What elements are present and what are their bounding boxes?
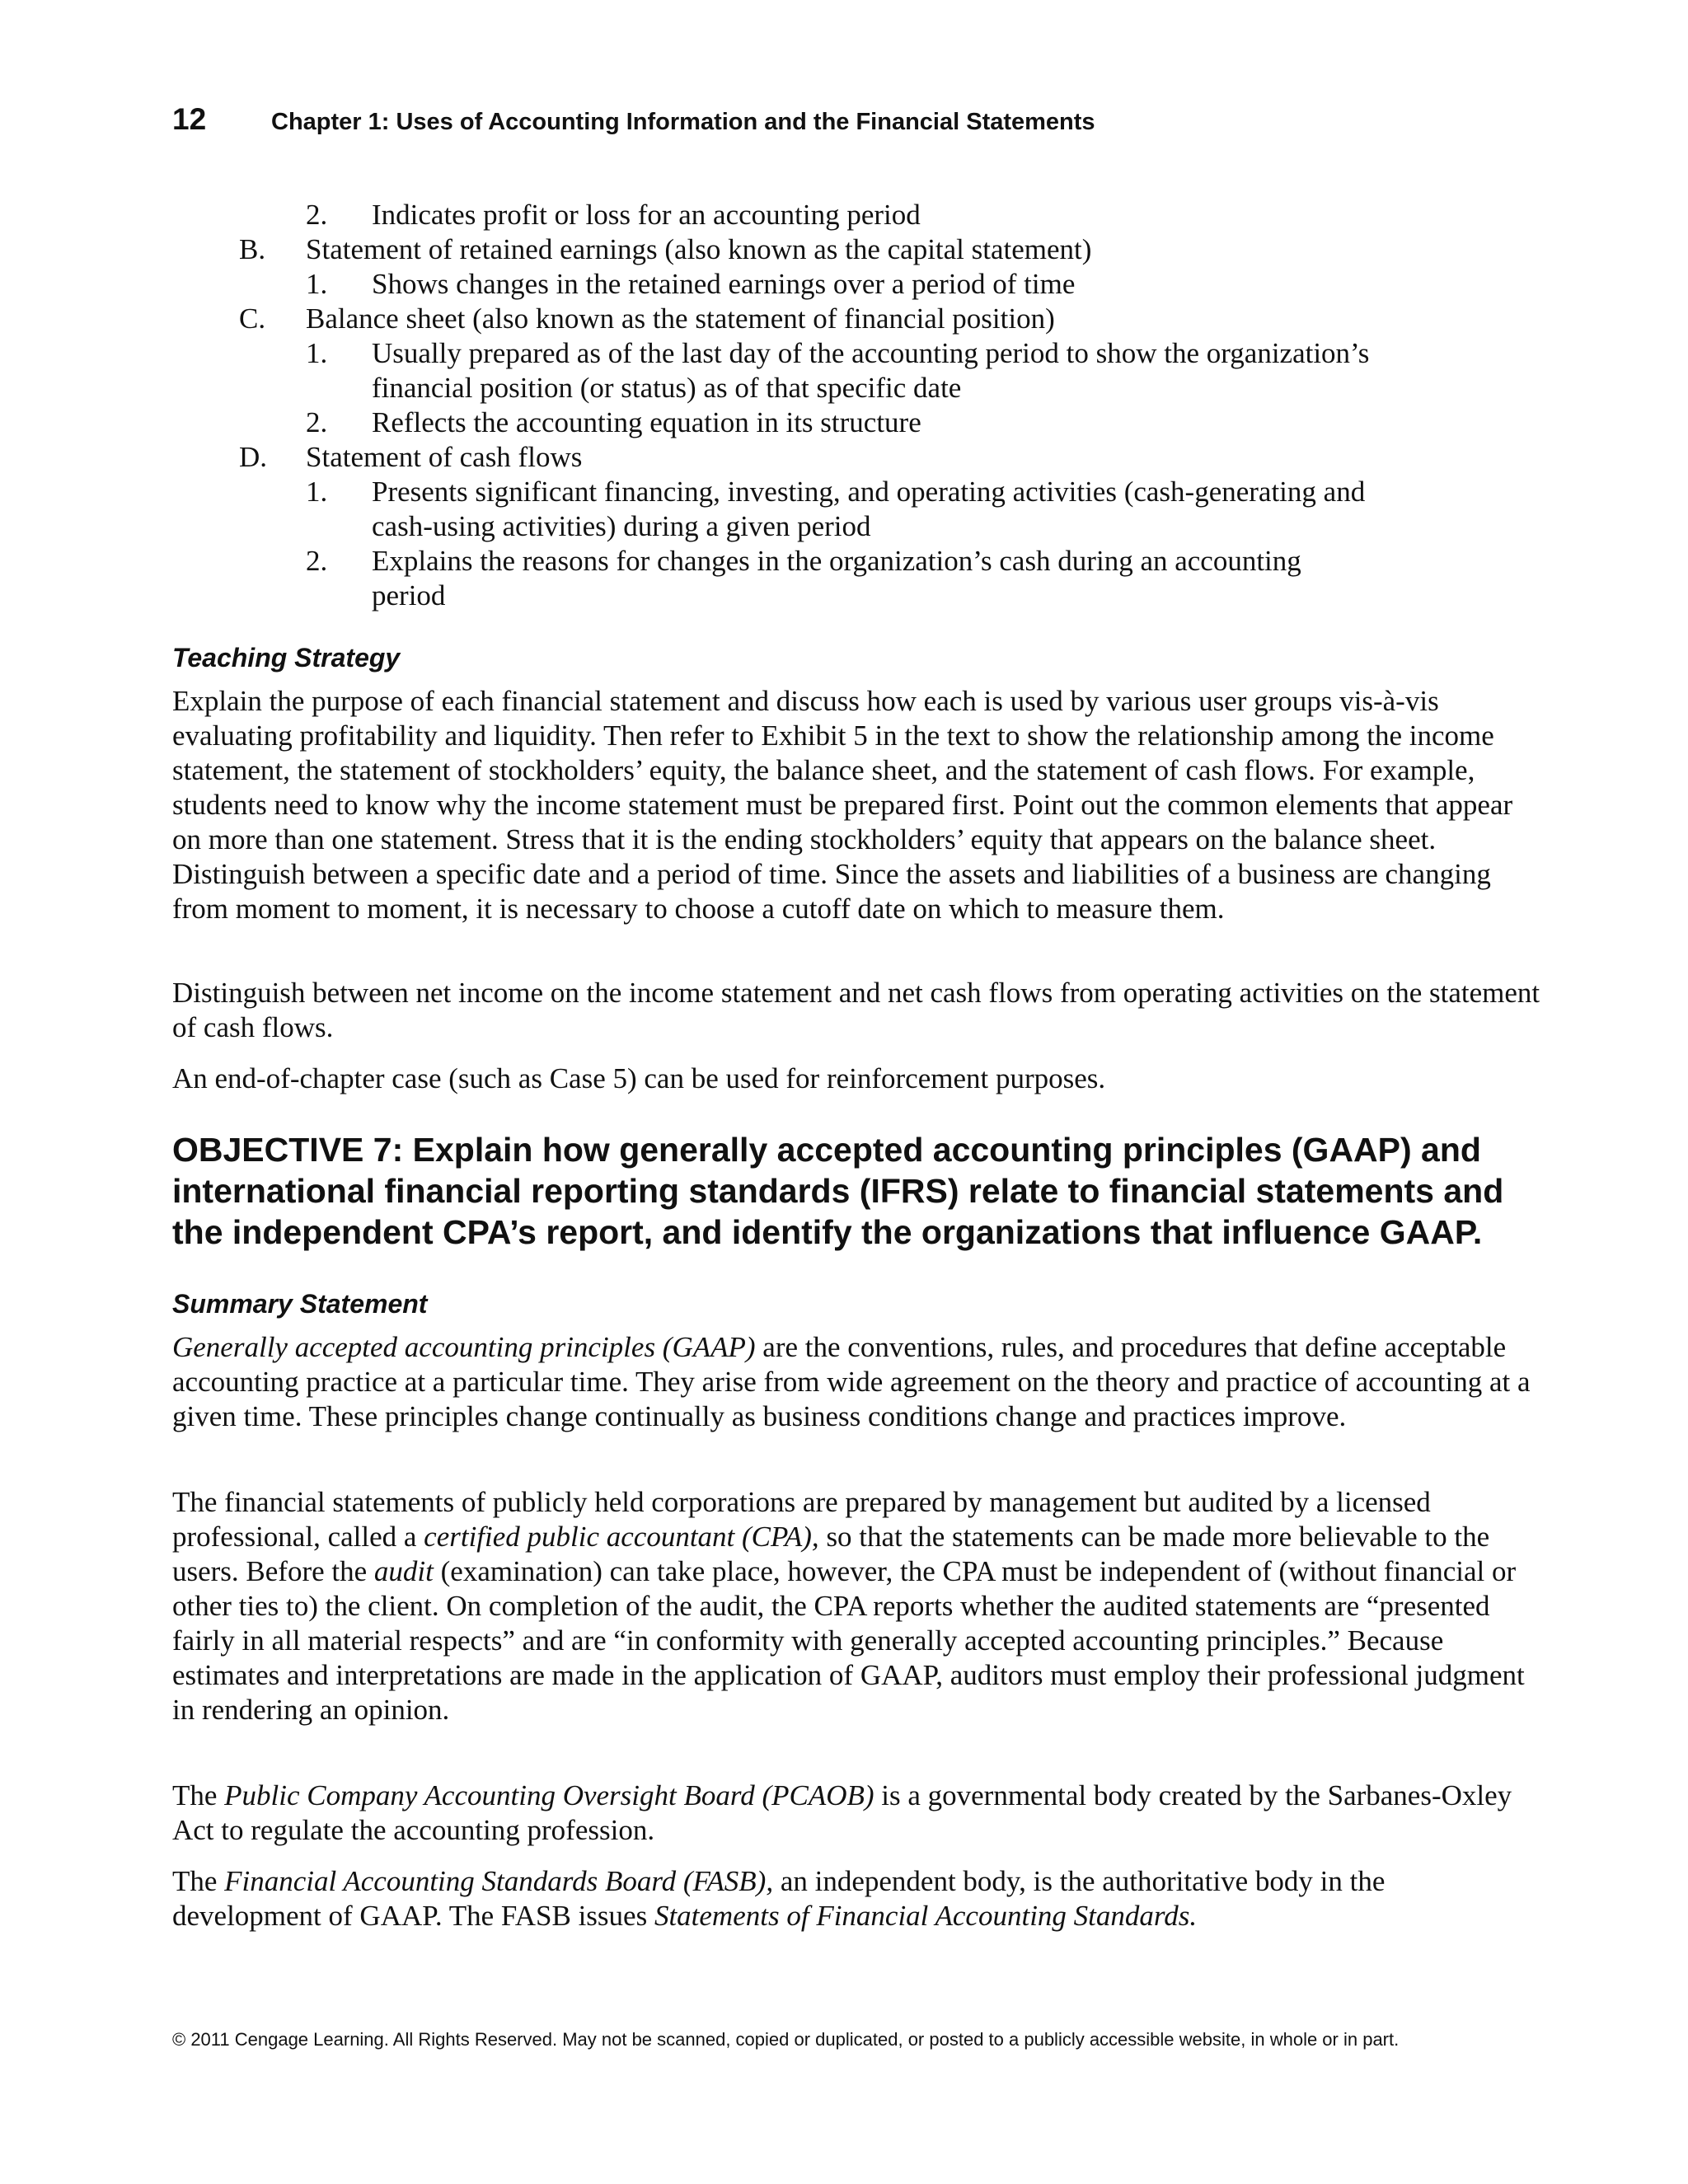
teaching-strategy-heading: Teaching Strategy [172, 643, 401, 673]
summary-paragraph-2: The financial statements of publicly held corporations are prepared by management but audited by a licensed professional, called a certified public accountant (CPA), so that the statements can be made more believable to the users. Before the audit (examination) can take place, however, the CPA must be independent of (without financial or other ties to) the client. On completion of the audit, the CPA reports whether the audited statements are “presented fairly in all material respects” and are “in conformity with generally accepted accounting principles.” Because estimates and interpretations are made in the application of GAAP, auditors must employ their professional judgment in rendering an opinion. [172, 1486, 1525, 1726]
summary-paragraph-4: The Financial Accounting Standards Board (FASB), an independent body, is the authoritative body in the development of GAAP. The FASB issues Statements of Financial Accounting Standards. [172, 1865, 1386, 1932]
page-number: 12 [172, 102, 207, 136]
cpa-term: certified public accountant (CPA), [424, 1521, 819, 1553]
summary-paragraph-1: Generally accepted accounting principles (GAAP) are the conventions, rules, and procedures that define acceptable accounting practice at a particular time. They arise from wide agreement on the theory and practice of accounting at a given time. These principles change continually as business conditions change and practices improve. [172, 1331, 1531, 1432]
fasb-term: Financial Accounting Standards Board (FASB), [224, 1865, 774, 1897]
audit-term: audit [373, 1555, 434, 1587]
objective-heading: OBJECTIVE 7: Explain how generally accepted accounting principles (GAAP) and international financial reporting standards (IFRS) relate to financial statements and the independent CPA’s report, and identify the organizations that influence GAAP. [172, 1131, 1504, 1251]
teaching-strategy-paragraph-1: Explain the purpose of each financial statement and discuss how each is used by various user groups vis-à-vis evaluating profitability and liquidity. Then refer to Exhibit 5 in the text to show the relationship among the income statement, the statement of stockholders’ equity, the balance sheet, and the statement of cash flows. For example, students need to know why the income statement must be prepared first. Point out the common elements that appear on more than one statement. Stress that it is the ending stockholders’ equity that appears on the balance sheet. Distinguish between a specific date and a period of time. Since the assets and liabilities of a business are changing from moment to moment, it is necessary to choose a cutoff date on which to measure them. [172, 685, 1513, 925]
pcaob-term: Public Company Accounting Oversight Board (PCAOB) [224, 1779, 874, 1811]
gaap-term: Generally accepted accounting principles (GAAP) [172, 1331, 756, 1363]
copyright-footer: © 2011 Cengage Learning. All Rights Reserved. May not be scanned, copied or duplicated, or posted to a publicly accessible website, in whole or in part. [172, 2029, 1400, 2050]
fasb-statements-term: Statements of Financial Accounting Standards. [654, 1900, 1198, 1932]
running-title: Chapter 1: Uses of Accounting Information and the Financial Statements [271, 109, 1095, 135]
teaching-strategy-paragraph-3: An end-of-chapter case (such as Case 5) can be used for reinforcement purposes. [172, 1062, 1106, 1094]
teaching-strategy-paragraph-2: Distinguish between net income on the income statement and net cash flows from operating activities on the statement of cash flows. [172, 977, 1540, 1043]
summary-statement-heading: Summary Statement [172, 1289, 428, 1319]
summary-paragraph-3: The Public Company Accounting Oversight Board (PCAOB) is a governmental body created by the Sarbanes-Oxley Act to regulate the accounting profession. [172, 1779, 1512, 1846]
